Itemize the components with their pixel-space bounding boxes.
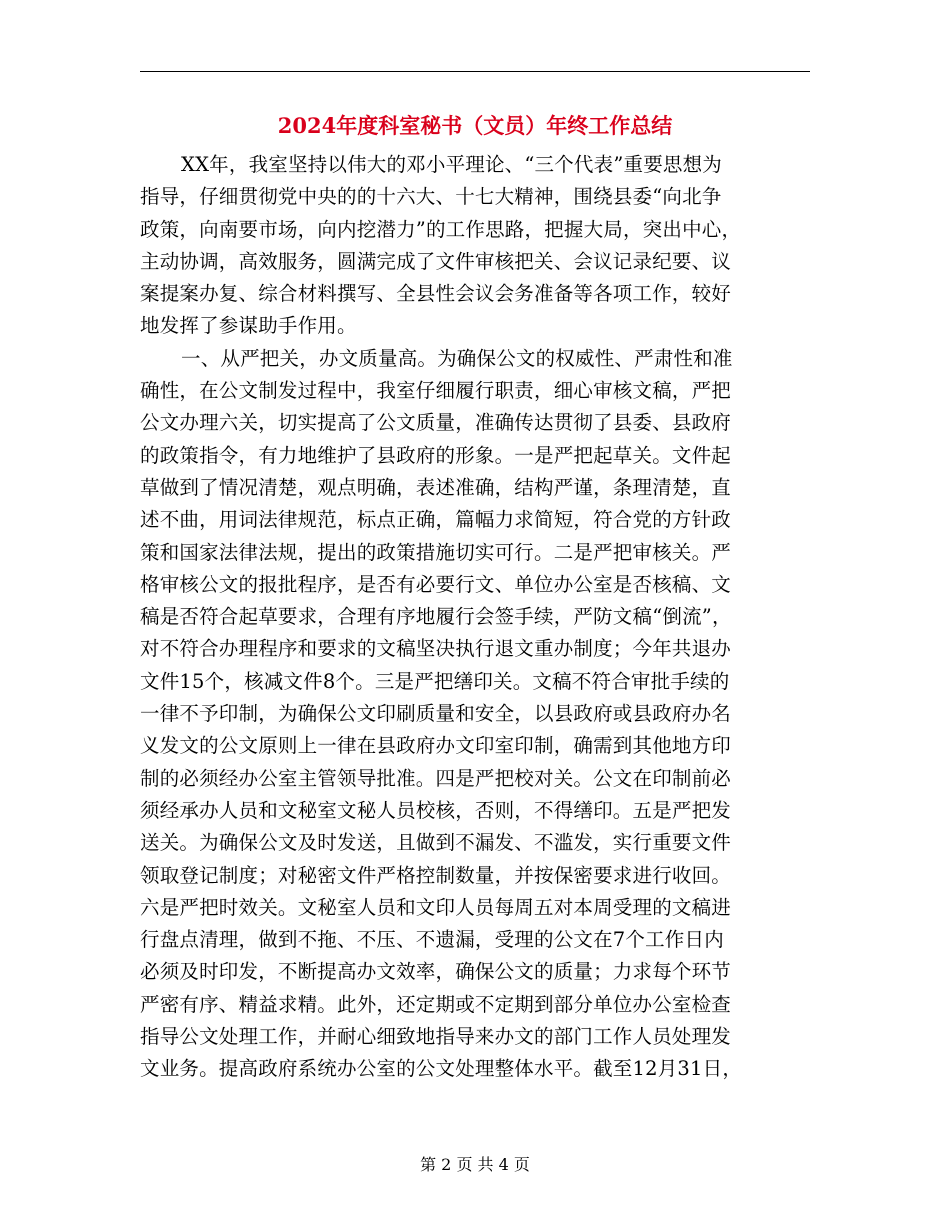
body-line: 案提案办复、综合材料撰写、全县性会议会务准备等各项工作，较好 bbox=[140, 282, 732, 306]
body-line: 公文办理六关，切实提高了公文质量，准确传达贯彻了县委、县政府 bbox=[140, 411, 732, 435]
body-line: 须经承办人员和文秘室文秘人员校核，否则，不得缮印。五是严把发 bbox=[140, 798, 732, 822]
body-line: 对不符合办理程序和要求的文稿坚决执行退文重办制度；今年共退办 bbox=[140, 637, 732, 661]
body-line: 稿是否符合起草要求，合理有序地履行会签手续，严防文稿“倒流”， bbox=[140, 605, 732, 629]
body-line: 文件15个，核减文件8个。三是严把缮印关。文稿不符合审批手续的 bbox=[140, 669, 730, 693]
body-line: 指导，仔细贯彻党中央的的十六大、十七大精神，围绕县委“向北争 bbox=[140, 185, 722, 209]
body-line: 文业务。提高政府系统办公室的公文处理整体水平。截至12月31日， bbox=[140, 1057, 743, 1081]
body-line: 严密有序、精益求精。此外，还定期或不定期到部分单位办公室检查 bbox=[140, 992, 732, 1016]
body-line: 制的必须经办公室主管领导批准。四是严把校对关。公文在印制前必 bbox=[140, 766, 732, 790]
body-line: 六是严把时效关。文秘室人员和文印人员每周五对本周受理的文稿进 bbox=[140, 895, 732, 919]
body-line: 一、从严把关，办文质量高。为确保公文的权威性、严肃性和准 bbox=[181, 346, 733, 370]
body-line: 格审核公文的报批程序，是否有必要行文、单位办公室是否核稿、文 bbox=[140, 572, 732, 596]
body-line: 策和国家法律法规，提出的政策措施切实可行。二是严把审核关。严 bbox=[140, 540, 732, 564]
body-line: 义发文的公文原则上一律在县政府办文印室印制，确需到其他地方印 bbox=[140, 734, 732, 758]
body-line: 一律不予印制，为确保公文印刷质量和安全，以县政府或县政府办名 bbox=[140, 702, 732, 726]
body-line: XX年，我室坚持以伟大的邓小平理论、“三个代表”重要思想为 bbox=[181, 153, 723, 176]
body-line: 指导公文处理工作，并耐心细致地指导来办文的部门工作人员处理发 bbox=[140, 1025, 732, 1049]
body-line: 的政策指令，有力地维护了县政府的形象。一是严把起草关。文件起 bbox=[140, 443, 732, 467]
header-rule bbox=[140, 71, 810, 72]
page-number-footer: 第 2 页 共 4 页 bbox=[420, 1155, 530, 1174]
body-line: 确性，在公文制发过程中，我室仔细履行职责，细心审核文稿，严把 bbox=[140, 379, 732, 403]
body-line: 领取登记制度；对秘密文件严格控制数量，并按保密要求进行收回。 bbox=[140, 863, 732, 887]
body-line: 地发挥了参谋助手作用。 bbox=[140, 314, 357, 338]
body-line: 主动协调，高效服务，圆满完成了文件审核把关、会议记录纪要、议 bbox=[140, 249, 732, 273]
body-line: 述不曲，用词法律规范，标点正确，篇幅力求简短，符合党的方针政 bbox=[140, 508, 732, 532]
body-line: 必须及时印发，不断提高办文效率，确保公文的质量；力求每个环节 bbox=[140, 960, 732, 984]
body-line: 政策，向南要市场，向内挖潜力”的工作思路，把握大局，突出中心， bbox=[140, 217, 742, 241]
body-line: 送关。为确保公文及时发送，且做到不漏发、不滥发，实行重要文件 bbox=[140, 831, 732, 855]
body-line: 行盘点清理，做到不拖、不压、不遗漏，受理的公文在7个工作日内 bbox=[140, 928, 724, 952]
body-line: 草做到了情况清楚，观点明确，表述准确，结构严谨，条理清楚，直 bbox=[140, 475, 732, 499]
document-body bbox=[140, 149, 810, 1086]
document-title: 2024年度科室秘书（文员）年终工作总结 bbox=[277, 113, 673, 138]
